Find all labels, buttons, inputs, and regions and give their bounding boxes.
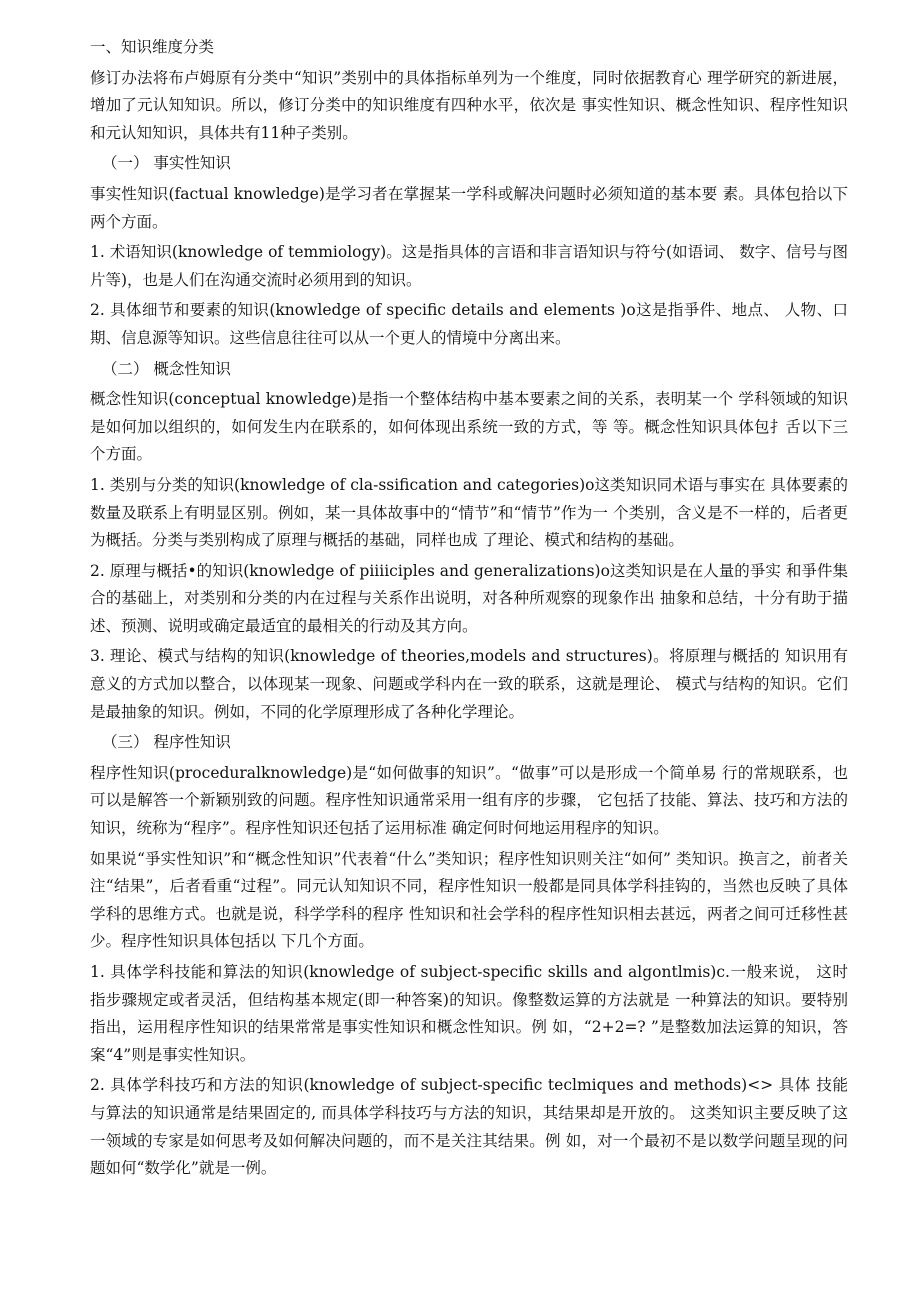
paragraph: 事实性知识(factual knowledge)是学习者在掌握某一学科或解决问题时必须知道的基本要 素。具体包拾以下两个方面。 (90, 184, 848, 231)
subsection-title-factual: （一） 事实性知识 (102, 154, 231, 173)
paragraph: 1. 术语知识(knowledge of temmiology)。这是指具体的言语和非言语知识与符兮(如语词、 数字、信号与图片等)，也是人们在沟通交流时必须用到的知识。 (90, 243, 848, 289)
intro-paragraph: 修订办法将布卢姆原有分类中“知识”类别中的具体指标单列为一个维度，同时依据教育心 理学研究的新进展，增加了元认知知识。所以，修订分类中的知识维度有四种水平，依次是 事实性知识、概念性知识、程序性知识和元认知知识，具体共有11种子类别。 (90, 68, 848, 142)
subsection-title-procedural: （三） 程序性知识 (102, 733, 231, 752)
paragraph: 概念性知识(conceptual knowledge)是指一个整体结构中基本要素之间的关系，表明某一个 学科领域的知识是如何加以组织的，如何发生内在联系的，如何体现出系统一致的方式，等 等。概念性知识具体包扌舌以下三个方面。 (90, 390, 848, 464)
paragraph: 2. 具体学科技巧和方法的知识(knowledge of subject-specific teclmiques and methods)<> 具体 技能与算法的知识通常是结果固定的, 而具体学科技巧与方法的知识，其结果却是开放的。 这类知识主要反映了这一领域的专家是如何思考及如何解决问题的，而不是关注其结果。例 如，对一个最初不是以数学问题呈现的问题如何“数学化”就是一例。 (90, 1076, 848, 1178)
paragraph: 如果说“爭实性知识”和“概念性知识”代表着“什么”类知识；程序性知识则关注“如何” 类知识。换言之，前者关注“结果”，后者看重“过程”。同元认知知识不同，程序性知识一般都是同具体学科挂钩的，当然也反映了具体学科的思维方式。也就是说，科学学科的程序 性知识和社会学科的程序性知识相去甚远，两者之间可迁移性甚少。程序性知识具体包括以 下几个方面。 (90, 849, 848, 951)
paragraph: 1. 具体学科技能和算法的知识(knowledge of subject-specific skills and algontlmis)c.一般来说， 这时指步骤规定或者灵活，但结构基本规定(即一种答案)的知识。像整数运算的方法就是 一种算法的知识。要特别指出，运用程序性知识的结果常常是事实性知识和概念性知识。例 如，“2+2=? ”是整数加法运算的知识，答案“4”则是事实性知识。 (90, 963, 848, 1064)
subsection-title-conceptual: （二） 概念性知识 (102, 359, 231, 378)
section-heading: 一、知识维度分类 (90, 38, 215, 56)
paragraph: 3. 理论、模式与结构的知识(knowledge of theories,models and structures)。将原理与概括的 知识用有意义的方式加以整合，以体现某一现象、问题或学科内在一致的联系，这就是理论、 模式与结构的知识。它们是最抽象的知识。例如，不同的化学原理形成了各种化学理论。 (90, 647, 848, 721)
paragraph: 程序性知识(proceduralknowledge)是“如何做事的知识”。“做事”可以是形成一个简单易 行的常规联系，也可以是解答一个新颖别致的问题。程序性知识通常采用一组有序的步骤， 它包括了技能、算法、技巧和方法的知识，统称为“程序”。程序性知识还包括了运用标准 确定何时何地运用程序的知识。 (90, 763, 848, 838)
paragraph: 2. 原理与概括•的知识(knowledge of piiiiciples and generalizations)o这类知识是在人量的爭实 和爭件集合的基础上，对类别和分类的内在过程与关系作出说明，对各种所观察的现象作出 抽象和总结，十分有助于描述、预测、说明或确定最适宜的最相关的行动及其方向。 (90, 561, 848, 635)
paragraph: 1. 类别与分类的知识(knowledge of cla-ssification and categories)o这类知识同术语与事实在 具体要素的数量及联系上有明显区别。例如，某一具体故事中的“情节”和“情节”作为一 个类别，含义是不一样的，后者更为概括。分类与类别构成了原理与概括的基础，同样也成 了理论、模式和结构的基础。 (90, 475, 848, 550)
paragraph: 2. 具体细节和要素的知识(knowledge of specific details and elements )o这是指爭件、地点、 人物、口期、信息源等知识。这些信息往往可以从一个更人的情境中分离出来。 (90, 301, 848, 347)
